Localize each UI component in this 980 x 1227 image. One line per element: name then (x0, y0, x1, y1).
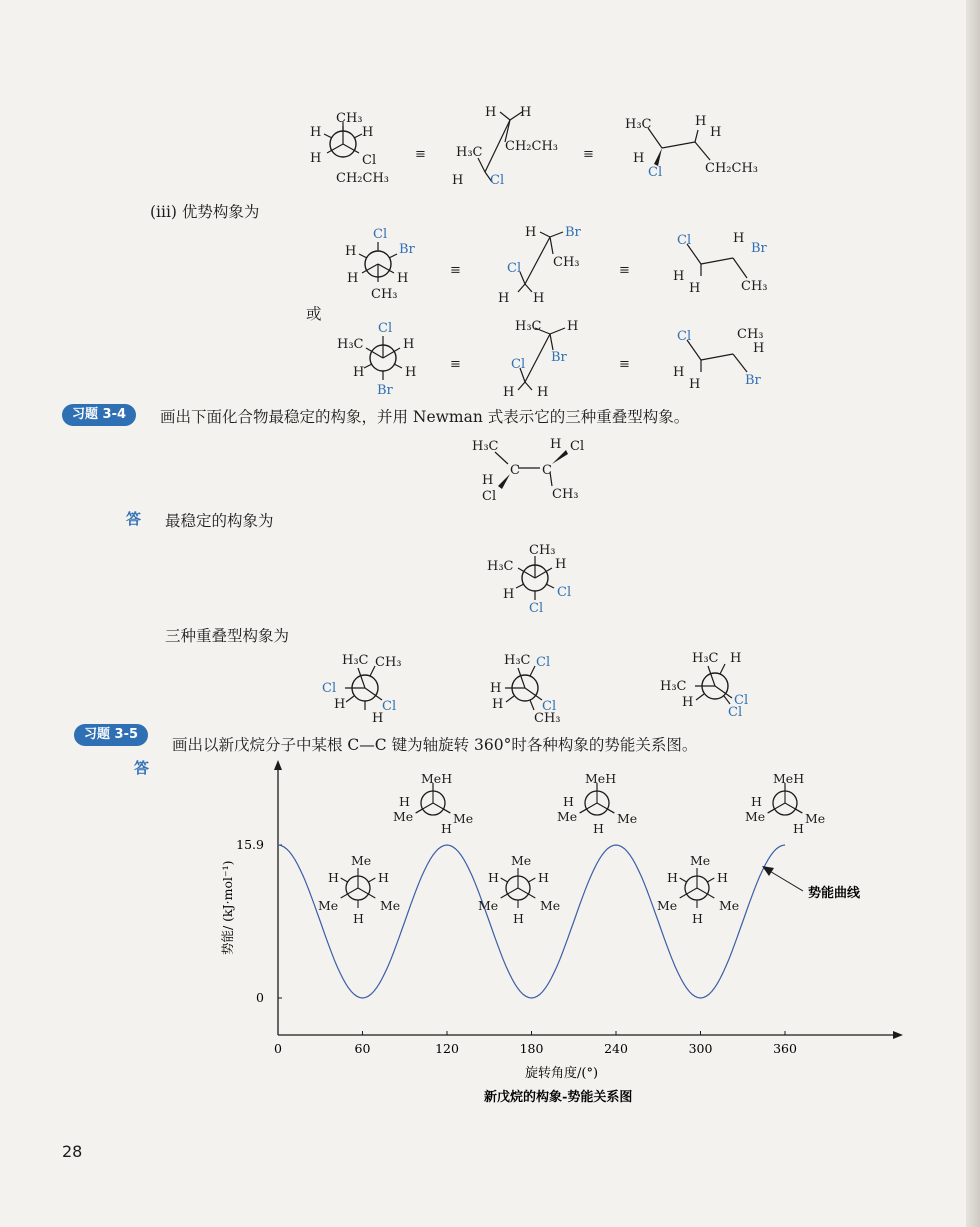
back-bond (707, 878, 714, 882)
x-tick-label: 360 (773, 1041, 797, 1056)
atom-label: H (673, 365, 685, 380)
y-axis-label: 势能/ (kJ·mol⁻¹) (220, 860, 235, 955)
atom-label: Me (745, 809, 766, 824)
atom-label: Cl (529, 601, 544, 616)
atom-label: H (378, 870, 389, 885)
atom-label: Me (351, 853, 372, 868)
atom-label: Br (751, 241, 767, 256)
atom-label: H (593, 821, 604, 836)
atom-label: H (403, 337, 415, 352)
x-tick-label: 120 (435, 1041, 459, 1056)
atom-label: H (334, 697, 346, 712)
atom-label: H (689, 281, 701, 296)
atom-label: H (503, 385, 515, 400)
atom-label: H (525, 225, 537, 240)
atom-label: CH₂CH₃ (505, 139, 558, 154)
atom-label: H₃C (515, 319, 542, 334)
or-label: 或 (306, 305, 322, 323)
atom-label: H (485, 105, 497, 120)
atom-label: CH₃ (741, 279, 768, 294)
eclipsed-newman (557, 771, 637, 836)
atom-label: H (347, 271, 359, 286)
atom-label: Cl (482, 489, 497, 504)
atom-label: H (362, 125, 374, 140)
y-axis-arrow (274, 760, 282, 770)
atom-label: H (345, 244, 357, 259)
atom-label: H (353, 365, 365, 380)
atom-label: H (667, 870, 678, 885)
atom-label: H (488, 870, 499, 885)
atom-label: Cl (648, 165, 663, 180)
atom-label: H (513, 911, 524, 926)
atom-label: H (563, 794, 574, 809)
atom-label: Cl (557, 585, 572, 600)
atom-label: H₃C (504, 653, 531, 668)
stable-label: 最稳定的构象为 (165, 512, 274, 530)
atom-label: H (550, 437, 562, 452)
page-edge-shadow (966, 0, 980, 1227)
atom-label: H₃C (660, 679, 687, 694)
back-bond (795, 809, 802, 813)
atom-label: Me (690, 853, 711, 868)
staggered-newman (318, 853, 400, 926)
back-bond (768, 809, 775, 813)
atom-label: H (692, 911, 703, 926)
x-tick-label: 60 (354, 1041, 371, 1056)
atom-label: Me (657, 898, 678, 913)
exercise-3-5-question: 画出以新戊烷分子中某根 C—C 键为轴旋转 360°时各种构象的势能关系图。 (172, 736, 698, 754)
equiv-sign: ≡ (583, 147, 594, 162)
curve-annotation: 势能曲线 (808, 886, 861, 901)
equiv-sign: ≡ (450, 263, 461, 278)
atom-label: Br (377, 383, 393, 398)
atom-label: H (328, 870, 339, 885)
atom-label: Me (453, 811, 474, 826)
atom-label: H₃C (625, 117, 652, 132)
atom-label: CH₃ (375, 655, 402, 670)
atom-label: H (405, 365, 417, 380)
atom-label: H (492, 697, 504, 712)
atom-label: Cl (570, 439, 585, 454)
atom-label: Me (318, 898, 339, 913)
back-bond (501, 878, 508, 882)
eclipsed-newman (393, 771, 473, 836)
atom-label: H (710, 125, 722, 140)
equiv-sign: ≡ (619, 263, 630, 278)
atom-label: CH₂CH₃ (705, 161, 758, 176)
back-bond (416, 809, 423, 813)
atom-label: CH₃ (336, 111, 363, 126)
atom-label: CH₃ (552, 487, 579, 502)
atom-label: Me (380, 898, 401, 913)
atom-label: Br (745, 373, 761, 388)
eclipsed-label: 三种重叠型构象为 (165, 627, 290, 645)
atom-label: H (730, 651, 742, 666)
exercise-badge-3-4: 习题 3-4 (62, 404, 136, 426)
atom-label: H (753, 341, 765, 356)
atom-label: H (310, 151, 322, 166)
atom-label: H (793, 821, 804, 836)
atom-label: MeH (421, 771, 453, 786)
chart-title: 新戊烷的构象-势能关系图 (484, 1090, 633, 1105)
atom-label: Cl (322, 681, 337, 696)
atom-label: H (682, 695, 694, 710)
y-tick-label: 0 (256, 990, 264, 1005)
atom-label: Cl (362, 153, 377, 168)
atom-label: H (537, 385, 549, 400)
atom-label: H (538, 870, 549, 885)
atom-label: Me (393, 809, 414, 824)
page-number: 28 (62, 1142, 83, 1161)
atom-label: H₃C (456, 145, 483, 160)
atom-label: H₃C (472, 439, 499, 454)
back-bond (368, 878, 375, 882)
atom-label: H (555, 557, 567, 572)
atom-label: H (673, 269, 685, 284)
atom-label: H (717, 870, 728, 885)
atom-label: H (452, 173, 464, 188)
x-tick-label: 300 (688, 1041, 713, 1056)
x-tick-label: 180 (519, 1041, 544, 1056)
staggered-newman (478, 853, 560, 926)
exercise-badge-3-5: 习题 3-5 (74, 724, 148, 746)
atom-label: H₃C (692, 651, 719, 666)
atom-label: CH₃ (553, 255, 580, 270)
staggered-newman (657, 853, 739, 926)
back-bond (443, 809, 450, 813)
chart-ticks (236, 837, 797, 1056)
atom-label: Me (617, 811, 638, 826)
atom-label: H (353, 911, 364, 926)
atom-label: H₃C (337, 337, 364, 352)
atom-label: Cl (536, 655, 551, 670)
atom-label: H (397, 271, 409, 286)
atom-label: H (310, 125, 322, 140)
atom-label: CH₃ (737, 327, 764, 342)
atom-label: Me (511, 853, 532, 868)
back-bond (607, 809, 614, 813)
eclipsed-newman (745, 771, 825, 836)
atom-label: H (695, 114, 707, 129)
atom-label: Br (565, 225, 581, 240)
answer-mark-3-5: 答 (134, 759, 150, 777)
atom-label: H (482, 473, 494, 488)
atom-label: Cl (728, 705, 743, 720)
atom-label: H (733, 231, 745, 246)
atom-label: CH₂CH₃ (336, 171, 389, 186)
atom-label: C (510, 463, 520, 478)
atom-label: H (567, 319, 579, 334)
equiv-sign: ≡ (450, 357, 461, 372)
atom-label: MeH (585, 771, 617, 786)
atom-label: Cl (734, 693, 749, 708)
answer-mark-3-4: 答 (126, 510, 142, 528)
atom-label: H₃C (342, 653, 369, 668)
atom-label: Me (719, 898, 740, 913)
equiv-sign: ≡ (619, 357, 630, 372)
atom-label: H (399, 794, 410, 809)
atom-label: H (490, 681, 502, 696)
atom-label: Me (540, 898, 561, 913)
annotation-arrow-head (762, 866, 774, 876)
atom-label: Cl (378, 321, 393, 336)
atom-label: H (751, 794, 762, 809)
atom-label: Me (805, 811, 826, 826)
atom-label: H (372, 711, 384, 726)
atom-label: Me (478, 898, 499, 913)
exercise-3-4-question: 画出下面化合物最稳定的构象，并用 Newman 式表示它的三种重叠型构象。 (160, 408, 690, 426)
atom-label: Cl (507, 261, 522, 276)
atom-label: H₃C (487, 559, 514, 574)
atom-label: Cl (382, 699, 397, 714)
section-iii-label: (iii) 优势构象为 (150, 203, 260, 221)
atom-label: H (441, 821, 452, 836)
atom-label: H (533, 291, 545, 306)
x-tick-label: 0 (274, 1041, 282, 1056)
y-tick-label: 15.9 (236, 837, 264, 852)
x-axis-arrow (893, 1031, 903, 1039)
atom-label: Br (399, 242, 415, 257)
atom-label: CH₃ (529, 543, 556, 558)
back-bond (341, 878, 348, 882)
back-bond (580, 809, 587, 813)
annotation-arrow-line (768, 870, 803, 891)
atom-label: H (520, 105, 532, 120)
atom-label: CH₃ (371, 287, 398, 302)
atom-label: Cl (490, 173, 505, 188)
atom-label: H (689, 377, 701, 392)
atom-label: H (503, 587, 515, 602)
atom-label: CH₃ (534, 711, 561, 726)
atom-label: Me (557, 809, 578, 824)
x-axis-label: 旋转角度/(°) (525, 1066, 599, 1081)
atom-label: Cl (511, 357, 526, 372)
atom-label: C (542, 463, 552, 478)
atom-label: MeH (773, 771, 805, 786)
atom-label: Cl (677, 233, 692, 248)
equiv-sign: ≡ (415, 147, 426, 162)
atom-label: Br (551, 350, 567, 365)
atom-label: Cl (373, 227, 388, 242)
atom-label: Cl (542, 699, 557, 714)
atom-label: H (498, 291, 510, 306)
back-bond (680, 878, 687, 882)
x-tick-label: 240 (604, 1041, 628, 1056)
atom-label: Cl (677, 329, 692, 344)
back-bond (528, 878, 535, 882)
atom-label: H (633, 151, 645, 166)
